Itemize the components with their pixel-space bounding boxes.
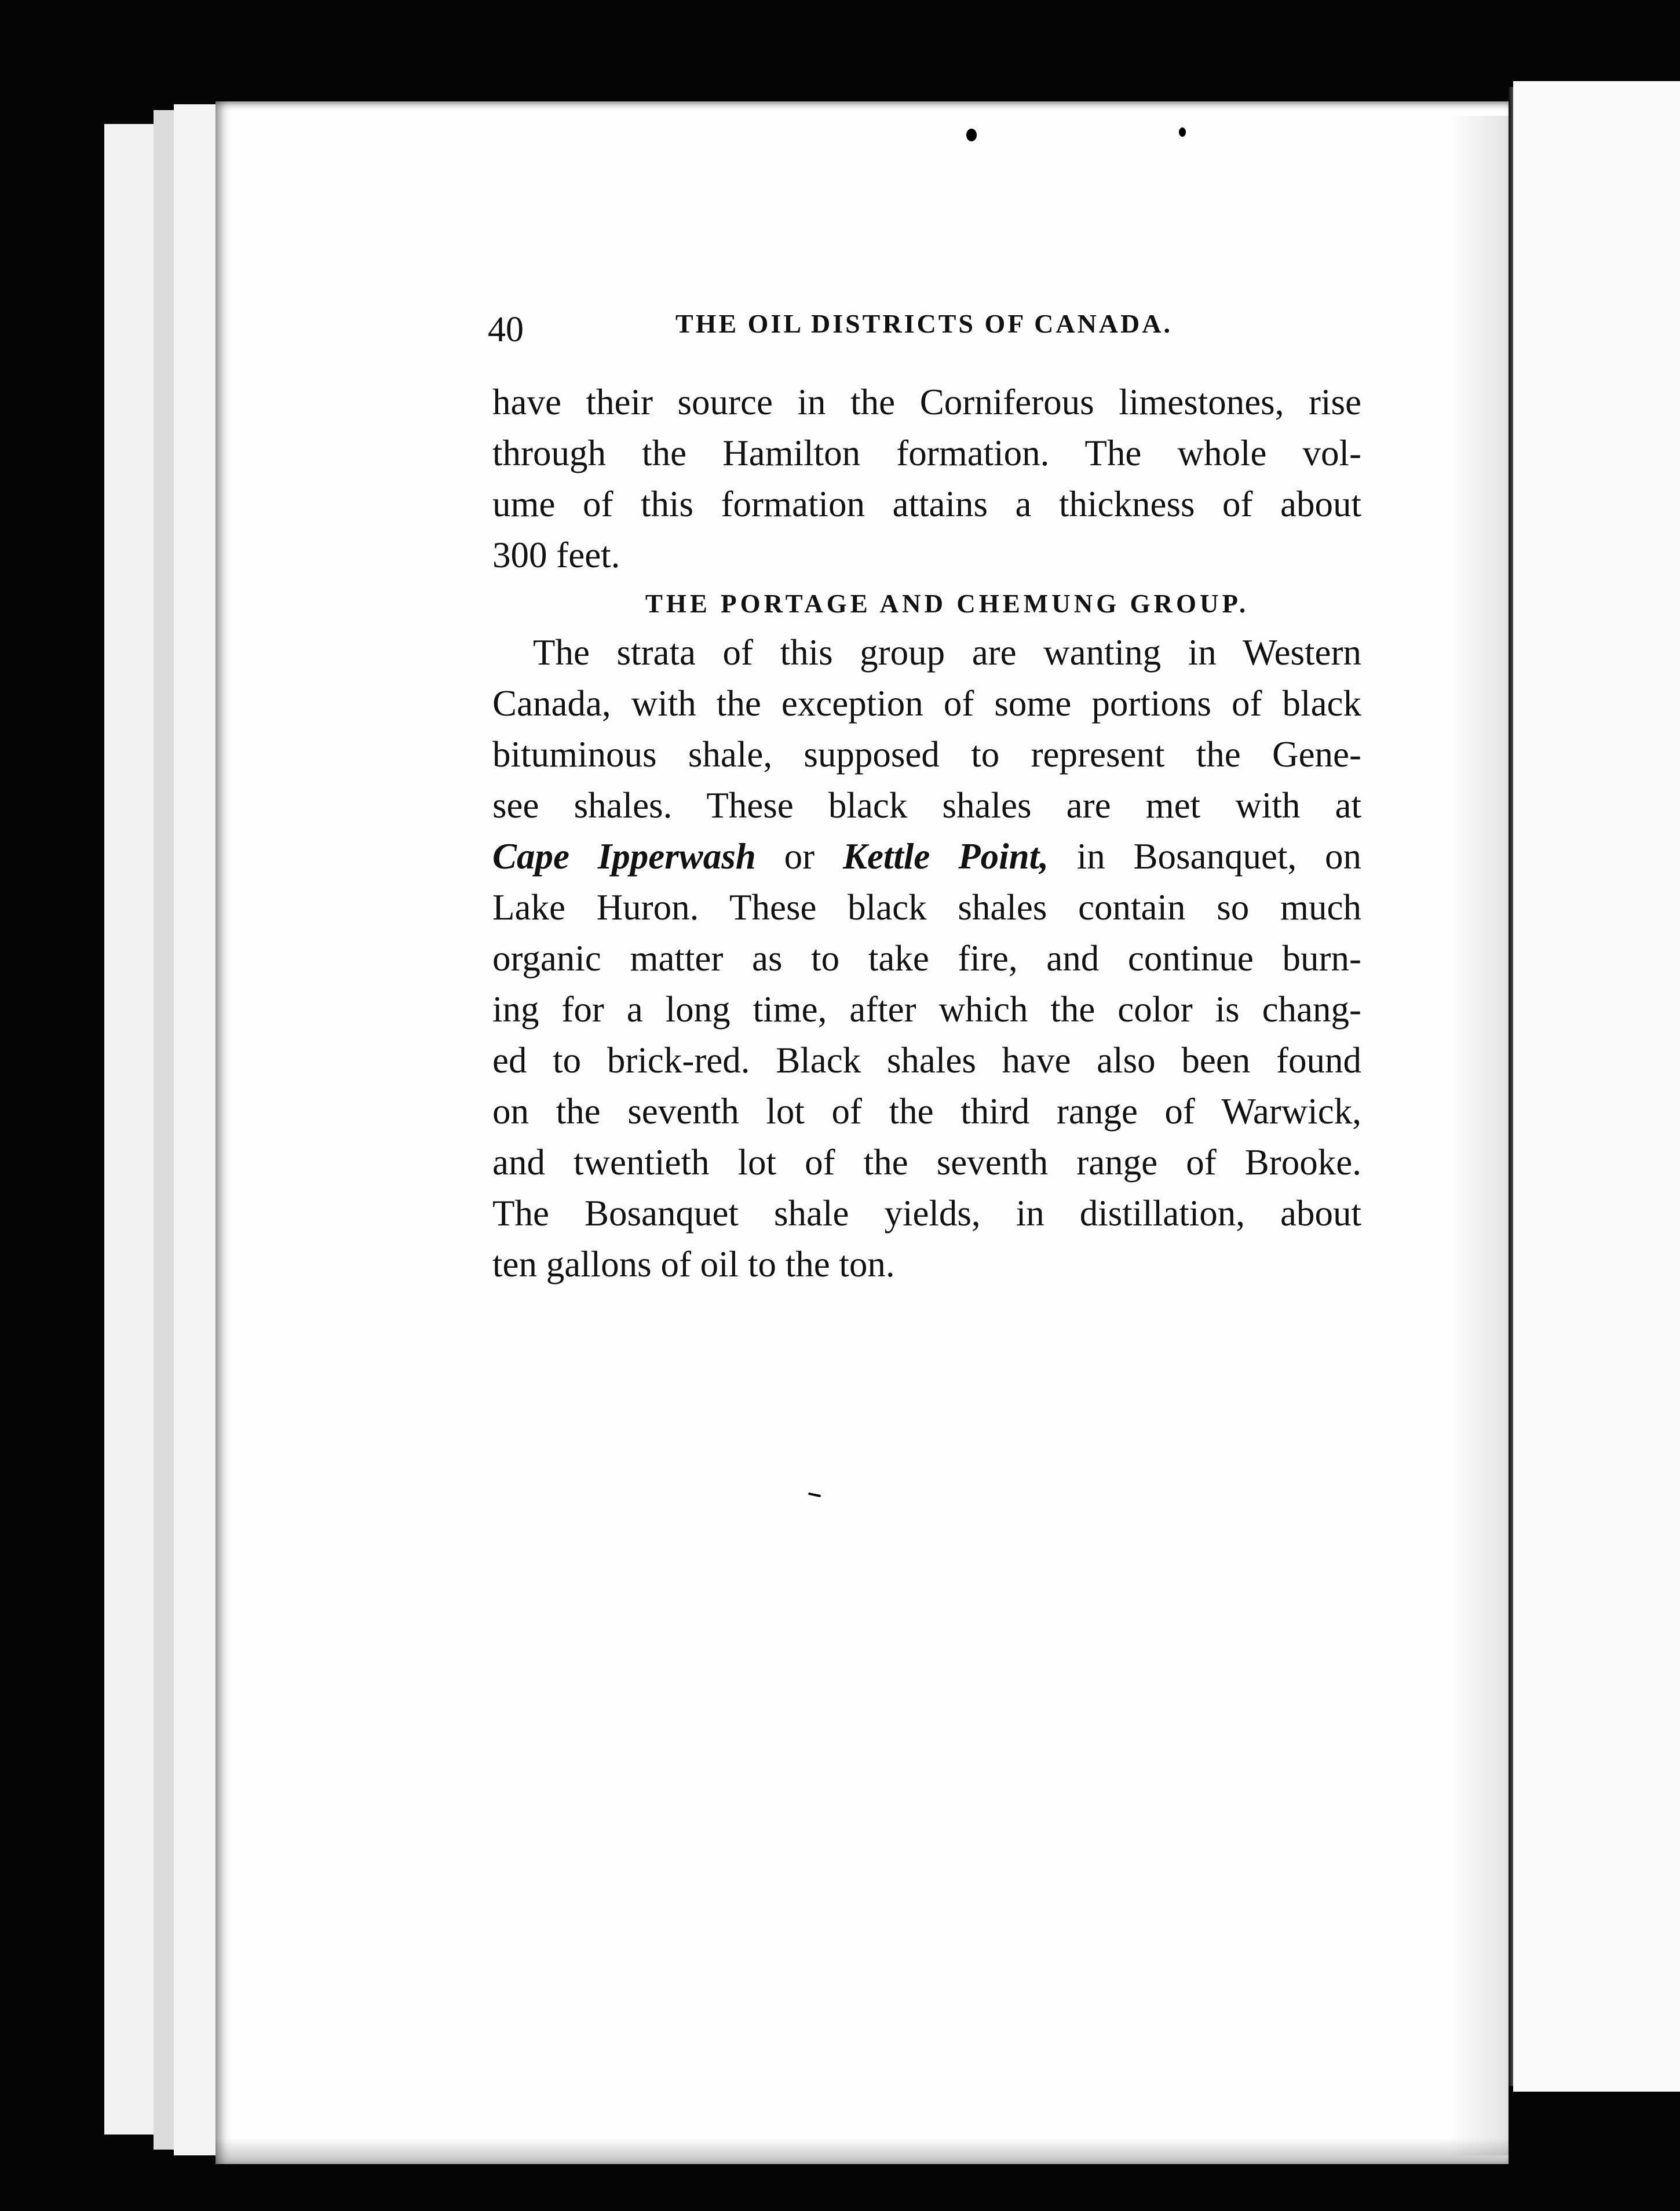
- conjunction: or: [784, 836, 815, 877]
- gutter-shadow: [1448, 116, 1509, 2155]
- text-line: have their source in the Corniferous limestones, rise: [492, 382, 1361, 422]
- text-line: see shales. These black shales are met with at: [492, 785, 1361, 826]
- text-line: bituminous shale, supposed to represent the Gene-: [492, 734, 1361, 775]
- place-name: Kettle Point,: [842, 836, 1049, 877]
- text-line: [492, 831, 1361, 882]
- text-line: ing for a long time, after which the color is chang-: [492, 989, 1361, 1030]
- body-text: [492, 377, 1361, 1290]
- ink-speck: [1179, 127, 1186, 137]
- page-number: 40: [488, 310, 524, 349]
- text-line: ten gallons of oil to the ton.: [492, 1244, 895, 1285]
- text-line: through the Hamilton formation. The whole vol-: [492, 433, 1361, 473]
- text-line: The Bosanquet shale yields, in distillation, about: [492, 1193, 1361, 1234]
- text-line: Lake Huron. These black shales contain so much: [492, 887, 1361, 928]
- text-line: Canada, with the exception of some portions of black: [492, 683, 1361, 724]
- next-page: [1513, 81, 1680, 2092]
- text-line: ume of this formation attains a thickness of about: [492, 484, 1361, 524]
- text-line: The strata of this group are wanting in Western: [533, 632, 1361, 673]
- text-line: on the seventh lot of the third range of Warwick,: [492, 1091, 1361, 1132]
- page-bottom-shadow: [216, 2138, 1509, 2164]
- text-line: 300 feet.: [492, 535, 620, 575]
- running-head: THE OIL DISTRICTS OF CANADA.: [675, 309, 1173, 338]
- text-line: ed to brick-red. Black shales have also been found: [492, 1040, 1361, 1081]
- place-name: Cape Ipperwash: [492, 836, 756, 877]
- text-line: organic matter as to take fire, and continue burn-: [492, 938, 1361, 979]
- ink-speck: [966, 129, 977, 141]
- text-line: and twentieth lot of the seventh range of Brooke.: [492, 1142, 1361, 1183]
- section-heading: THE PORTAGE AND CHEMUNG GROUP.: [645, 589, 1250, 618]
- line-rest: in Bosanquet, on: [1076, 836, 1362, 877]
